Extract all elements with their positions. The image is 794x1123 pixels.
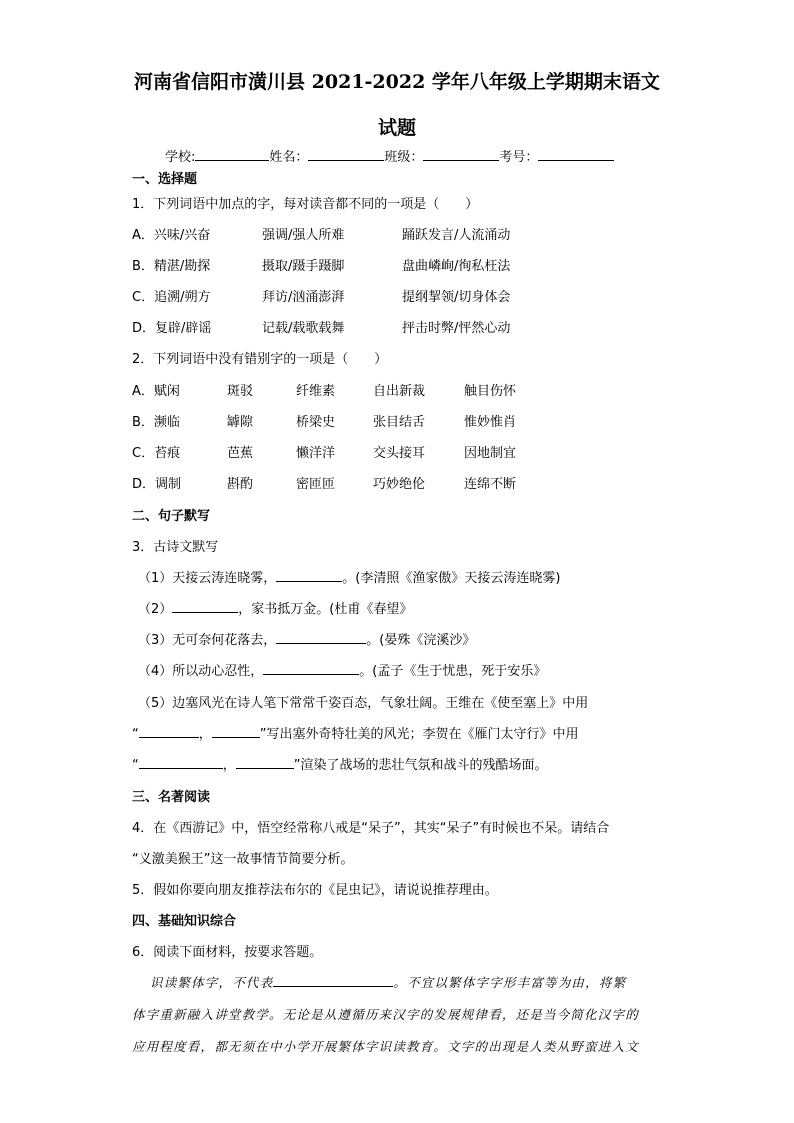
q3-text: （2） — [138, 602, 173, 617]
option-item: 踊跃发言/人流涌动 — [402, 228, 511, 243]
option-label: C．追溯/朔方 — [132, 290, 211, 305]
school-blank[interactable] — [195, 148, 269, 161]
q6-passage-line-3: 应用程度看，都无须在中小学开展繁体字识读教育。文字的出现是人类从野蛮进入文 — [132, 1039, 639, 1054]
q3-line-4 — [138, 660, 546, 679]
option-label: D．调制 — [132, 477, 182, 492]
student-info-fields — [165, 146, 614, 165]
option-label: D．复辟/辟谣 — [132, 321, 212, 336]
exam-no-label: 考号： — [499, 150, 539, 165]
q4-line-1: 4．在《西游记》中，悟空经常称八戒是“呆子”，其实“呆子”有时候也不呆。请结合 — [132, 821, 610, 836]
option-label: A．兴味/兴奋 — [132, 228, 211, 243]
q1-stem: 1．下列词语中加点的字，每对读音都不同的一项是（ ） — [132, 197, 479, 212]
name-label: 姓名： — [269, 150, 309, 165]
exam-no-blank[interactable] — [538, 148, 614, 161]
option-label: A．赋闲 — [132, 384, 180, 399]
option-label: C．苔痕 — [132, 446, 181, 461]
option-item: 盘曲嶙峋/徇私枉法 — [402, 259, 511, 274]
section-heading-choice: 一、选择题 — [132, 172, 198, 187]
class-label: 班级： — [384, 150, 424, 165]
option-item: 惟妙惟肖 — [464, 415, 517, 430]
q2-stem: 2．下列词语中没有错别字的一项是（ ） — [132, 352, 388, 367]
quote-mark: “ — [132, 758, 139, 773]
q3-text: ”写出塞外奇特壮美的风光；李贺在《雁门太守行》中用 — [259, 727, 579, 742]
answer-blank[interactable] — [276, 569, 342, 582]
option-item: 连绵不断 — [464, 477, 517, 492]
answer-blank[interactable] — [172, 600, 238, 613]
q3-line-7 — [132, 754, 548, 773]
section-heading-dictation: 二、句子默写 — [132, 509, 211, 524]
q3-text: （1）天接云涛连晓雾， — [138, 571, 277, 586]
q6-passage-line-2: 体字重新融入讲堂教学。无论是从遵循历来汉字的发展规律看，还是当今简化汉字的 — [132, 1007, 639, 1022]
option-item: 因地制宜 — [464, 446, 517, 461]
school-label: 学校: — [165, 150, 196, 165]
option-item: 拜访/汹涌澎湃 — [262, 290, 345, 305]
q3-stem: 3．古诗文默写 — [132, 540, 219, 555]
q3-line-3 — [138, 629, 475, 648]
answer-blank[interactable] — [212, 725, 260, 738]
q3-line-6 — [132, 723, 579, 742]
option-item: 张目结舌 — [373, 415, 426, 430]
option-item: 抨击时弊/怦然心动 — [402, 321, 511, 336]
answer-blank[interactable] — [263, 662, 359, 675]
class-blank[interactable] — [423, 148, 499, 161]
option-item: 罅隙 — [227, 415, 254, 430]
option-item: 巧妙绝伦 — [373, 477, 426, 492]
comma: ， — [222, 758, 236, 773]
option-item: 交头接耳 — [373, 446, 426, 461]
passage-text: 识读繁体字，不代表 — [150, 975, 274, 990]
q3-source: 。(孟子《生于忧患，死于安乐》 — [359, 664, 547, 679]
option-item: 自出新裁 — [373, 384, 426, 399]
option-item: 记载/载歌载舞 — [262, 321, 345, 336]
q3-source: ，家书抵万金。(杜甫《春望》 — [238, 602, 413, 617]
option-item: 纤维素 — [296, 384, 336, 399]
option-label: B．精湛/勘探 — [132, 259, 211, 274]
q4-line-2: “义激美猴王”这一故事情节简要分析。 — [132, 852, 354, 867]
q3-text: （4）所以动心忍性， — [138, 664, 264, 679]
option-label: B．濒临 — [132, 415, 180, 430]
option-item: 密匝匝 — [296, 477, 336, 492]
option-item: 摄取/蹑手蹑脚 — [262, 259, 345, 274]
q3-text: ”渲染了战场的悲壮气氛和战斗的残酷场面。 — [293, 758, 548, 773]
answer-blank[interactable] — [236, 756, 294, 769]
section-heading-classics: 三、名著阅读 — [132, 790, 211, 805]
option-item: 触目伤怀 — [464, 384, 517, 399]
q3-text: （3）无可奈何花落去， — [138, 633, 277, 648]
doc-title-line2: 试题 — [377, 117, 416, 139]
answer-blank[interactable] — [139, 756, 223, 769]
option-item: 强调/强人所难 — [262, 228, 345, 243]
option-item: 斑驳 — [227, 384, 254, 399]
option-item: 斟酌 — [227, 477, 254, 492]
q3-line-2 — [138, 598, 412, 617]
answer-blank[interactable] — [273, 974, 393, 987]
q3-line-1 — [138, 567, 560, 586]
option-item: 芭蕉 — [227, 446, 254, 461]
answer-blank[interactable] — [139, 725, 199, 738]
q3-source: 。(李清照《渔家傲》天接云涛连晓雾) — [342, 571, 561, 586]
q3-line-5: （5）边塞风光在诗人笔下常常千姿百态，气象壮阔。王维在《使至塞上》中用 — [138, 696, 589, 711]
q6-passage-line-1 — [150, 973, 674, 991]
comma: ， — [198, 727, 212, 742]
option-item: 提纲挈领/切身体会 — [402, 290, 511, 305]
q3-source: 。(晏殊《浣溪沙》 — [366, 633, 476, 648]
q5-line-1: 5．假如你要向朋友推荐法布尔的《昆虫记》，请说说推荐理由。 — [132, 883, 498, 898]
section-heading-basics: 四、基础知识综合 — [132, 914, 237, 929]
name-blank[interactable] — [308, 148, 384, 161]
passage-text: 。不宜以繁体字字形丰富等为由，将繁 — [393, 975, 627, 990]
option-item: 懒洋洋 — [296, 446, 336, 461]
option-item: 桥梁史 — [296, 415, 336, 430]
doc-title-line1: 河南省信阳市潢川县 2021-2022 学年八年级上学期期末语文 — [134, 71, 660, 93]
quote-mark: “ — [132, 727, 139, 742]
answer-blank[interactable] — [276, 631, 366, 644]
q6-stem: 6．阅读下面材料，按要求答题。 — [132, 945, 323, 960]
